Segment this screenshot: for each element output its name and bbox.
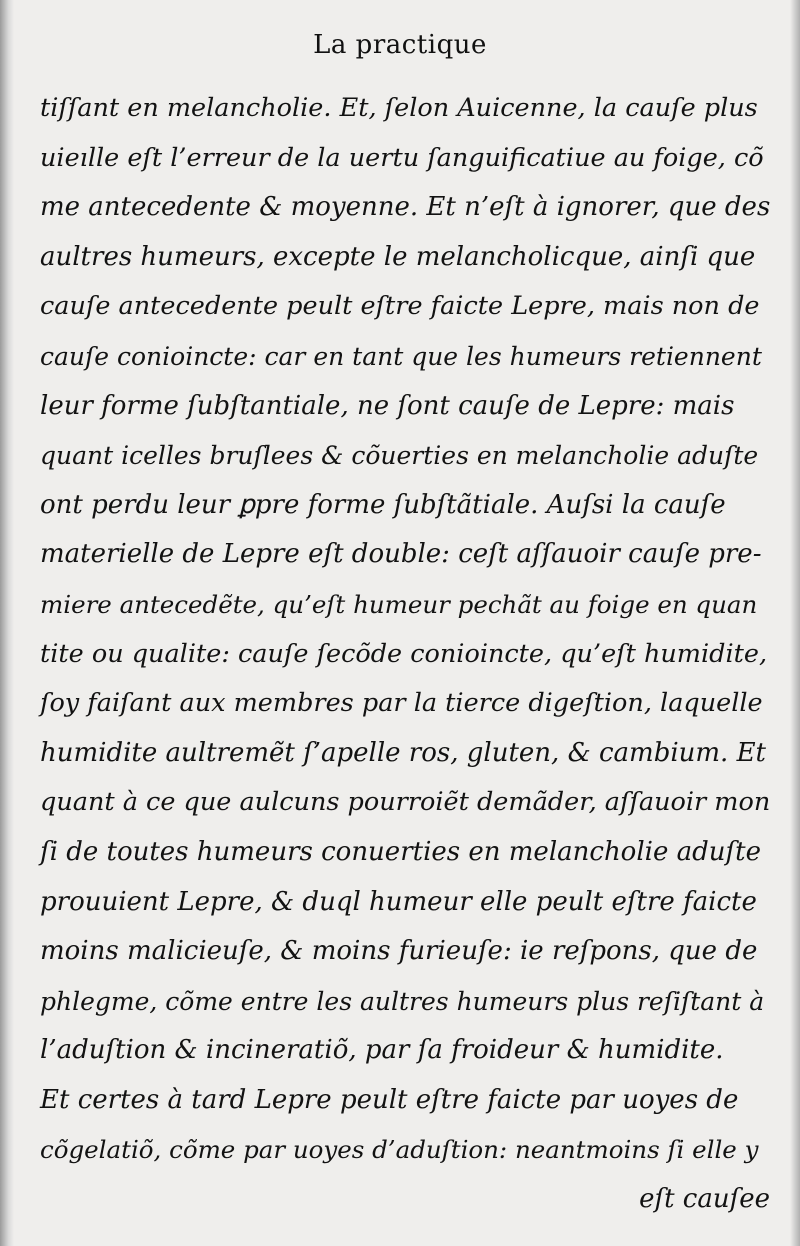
text-line: quant icelles bruſlees & cõuerties en melancholie aduſte: [40, 441, 759, 471]
text-line: leur forme ſubſtantiale, ne ſont cauſe de Lepre: mais: [40, 390, 735, 421]
text-line: aultres humeurs, excepte le melancholicque, ainſi que: [40, 241, 756, 272]
text-line: phlegme, cõme entre les aultres humeurs plus reſiſtant à: [40, 986, 765, 1016]
catchword: eſt cauſee: [639, 1184, 770, 1215]
text-line: cauſe antecedente peult eſtre faicte Lepre, mais non de: [40, 291, 760, 322]
text-line: humidite aultremẽt ſ’apelle ros, gluten, & cambium. Et: [40, 737, 767, 768]
text-line: cõgelatiõ, cõme par uoyes d’aduſtion: neantmoins ſi elle y: [40, 1135, 759, 1165]
running-head: La practique: [313, 30, 487, 60]
text-line: l’aduſtion & incineratiõ, par ſa froideur & humidite.: [40, 1035, 724, 1066]
text-line: tiſſant en melancholie. Et, ſelon Auicenne, la cauſe plus: [40, 93, 758, 123]
text-line: Et certes à tard Lepre peult eſtre faicte par uoyes de: [40, 1084, 739, 1115]
text-line: ſoy faiſant aux membres par la tierce digeſtion, laquelle: [40, 688, 763, 719]
text-line: prouuient Lepre, & duql humeur elle peult eſtre faicte: [40, 886, 757, 917]
body-text: [40, 84, 770, 1225]
page-gutter-shadow: [0, 0, 14, 1246]
text-line: moins malicieuſe, & moins furieuſe: ie reſpons, que de: [40, 936, 758, 967]
text-line: ont perdu leur ꝑpre forme ſubſtãtiale. Auſsi la cauſe: [40, 489, 726, 520]
text-line: quant à ce que aulcuns pourroiẽt demãder, aſſauoir mon: [40, 787, 771, 818]
text-line: miere antecedẽte, qu’eſt humeur pechãt au foige en quan: [40, 589, 758, 619]
text-line: me antecedente & moyenne. Et n’eſt à ignorer, que des: [40, 192, 771, 223]
text-line: uieılle eſt l’erreur de la uertu ſanguificatiue au foige, cõ: [40, 142, 764, 173]
text-line: cauſe conioincte: car en tant que les humeurs retiennent: [40, 341, 762, 371]
text-line: ſi de toutes humeurs conuerties en melancholie aduſte: [40, 836, 761, 867]
text-line: tite ou qualite: cauſe ſecõde conioincte, qu’eſt humidite,: [40, 638, 768, 669]
text-line: materielle de Lepre eſt double: ceſt aſſauoir cauſe pre-: [40, 539, 762, 570]
page-edge: [790, 0, 800, 1246]
